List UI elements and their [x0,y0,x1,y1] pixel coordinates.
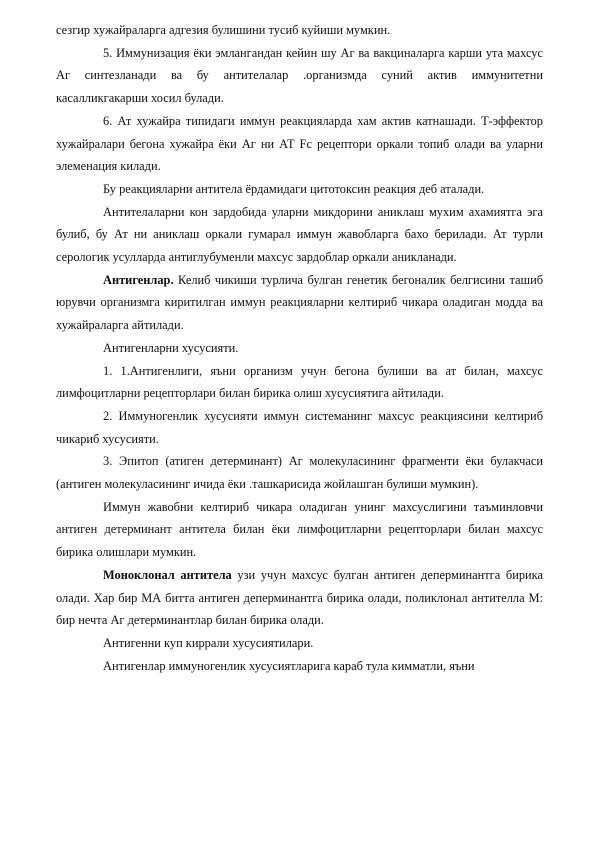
bold-term: Антигенлар. [103,272,174,287]
bold-term: Моноклонал антитела [103,567,232,582]
paragraph-9: 2. Иммуногенлик хусусияти иммун системанинг махсус реакциясини келтириб чикариб хусусияти. [56,408,543,446]
body-text [56,19,543,677]
paragraph-1: сезгир хужайраларга адгезия булишини тусиб куйиши мумкин. [56,23,391,37]
paragraph-11: Иммун жавобни келтириб чикара оладиган унинг махсуслигини таъминловчи антиген детерминант антитела билан ёки лимфоцитларни рецепторлари билан махсус бирика олишлари мумкин. [56,499,543,560]
paragraph-8: 1. 1.Антигенлиги, яъни организм учун бегона булиши ва ат билан, махсус лимфоцитларни рецепторлари билан бирика олиш хусусиятига айтилади. [56,363,543,401]
paragraph-10: 3. Эпитоп (атиген детерминант) Аг молекуласининг фрагменти ёки булакчаси (антиген молекуласининг ичида ёки .ташкарисида жойлашган булиши мумкин). [56,454,543,492]
paragraph-5: Антителаларни кон зардобида уларни микдорини аниклаш мухим ахамиятга эга булиб, бу Ат ни аниклаш оркали гумарал иммун жавобларга бахо берилади. Ат турли серологик усулларда антиглубуменли махсус зардоблар оркали аникланади. [56,204,543,265]
paragraph-14: Антигенлар иммуногенлик хусусиятларига караб тула кимматли, яъни [103,658,475,673]
paragraph-12: Моноклонал антитела узи учун махсус булган антиген деперминантга бирика олади. Хар бир МА битта антиген деперминантга бирика олади, поликлонал антителла М: бир нечта Аг детерминантлар билан бирика олади. [56,567,544,628]
paragraph-7: Антигенларни хусусияти. [103,340,239,355]
paragraph-6: Антигенлар. Келиб чикиши турлича булган генетик бегоналик белгисини ташиб юрувчи организмга киритилган иммун реакцияларни келтириб чикара оладиган модда ва хужайраларга айтилади. [56,272,543,333]
paragraph-2: 5. Иммунизация ёки эмлангандан кейин шу Аг ва вакциналарга карши ута махсус Аг синтезланади ва бу антителалар .организмда суний актив иммунитетни касалликгакарши хосил булади. [56,45,543,106]
paragraph-3: 6. Ат хужайра типидаги иммун реакцияларда хам актив катнашади. Т-эффектор хужайралари бегона хужайра ёки Аг ни АТ Fc рецептори оркали топиб олади ва уларни элеменация килади. [56,113,543,174]
paragraph-4: Бу реакцияларни антитела ёрдамидаги цитотоксин реакция деб аталади. [103,181,485,196]
paragraph-13: Антигенни куп киррали хусусиятилари. [103,635,314,650]
